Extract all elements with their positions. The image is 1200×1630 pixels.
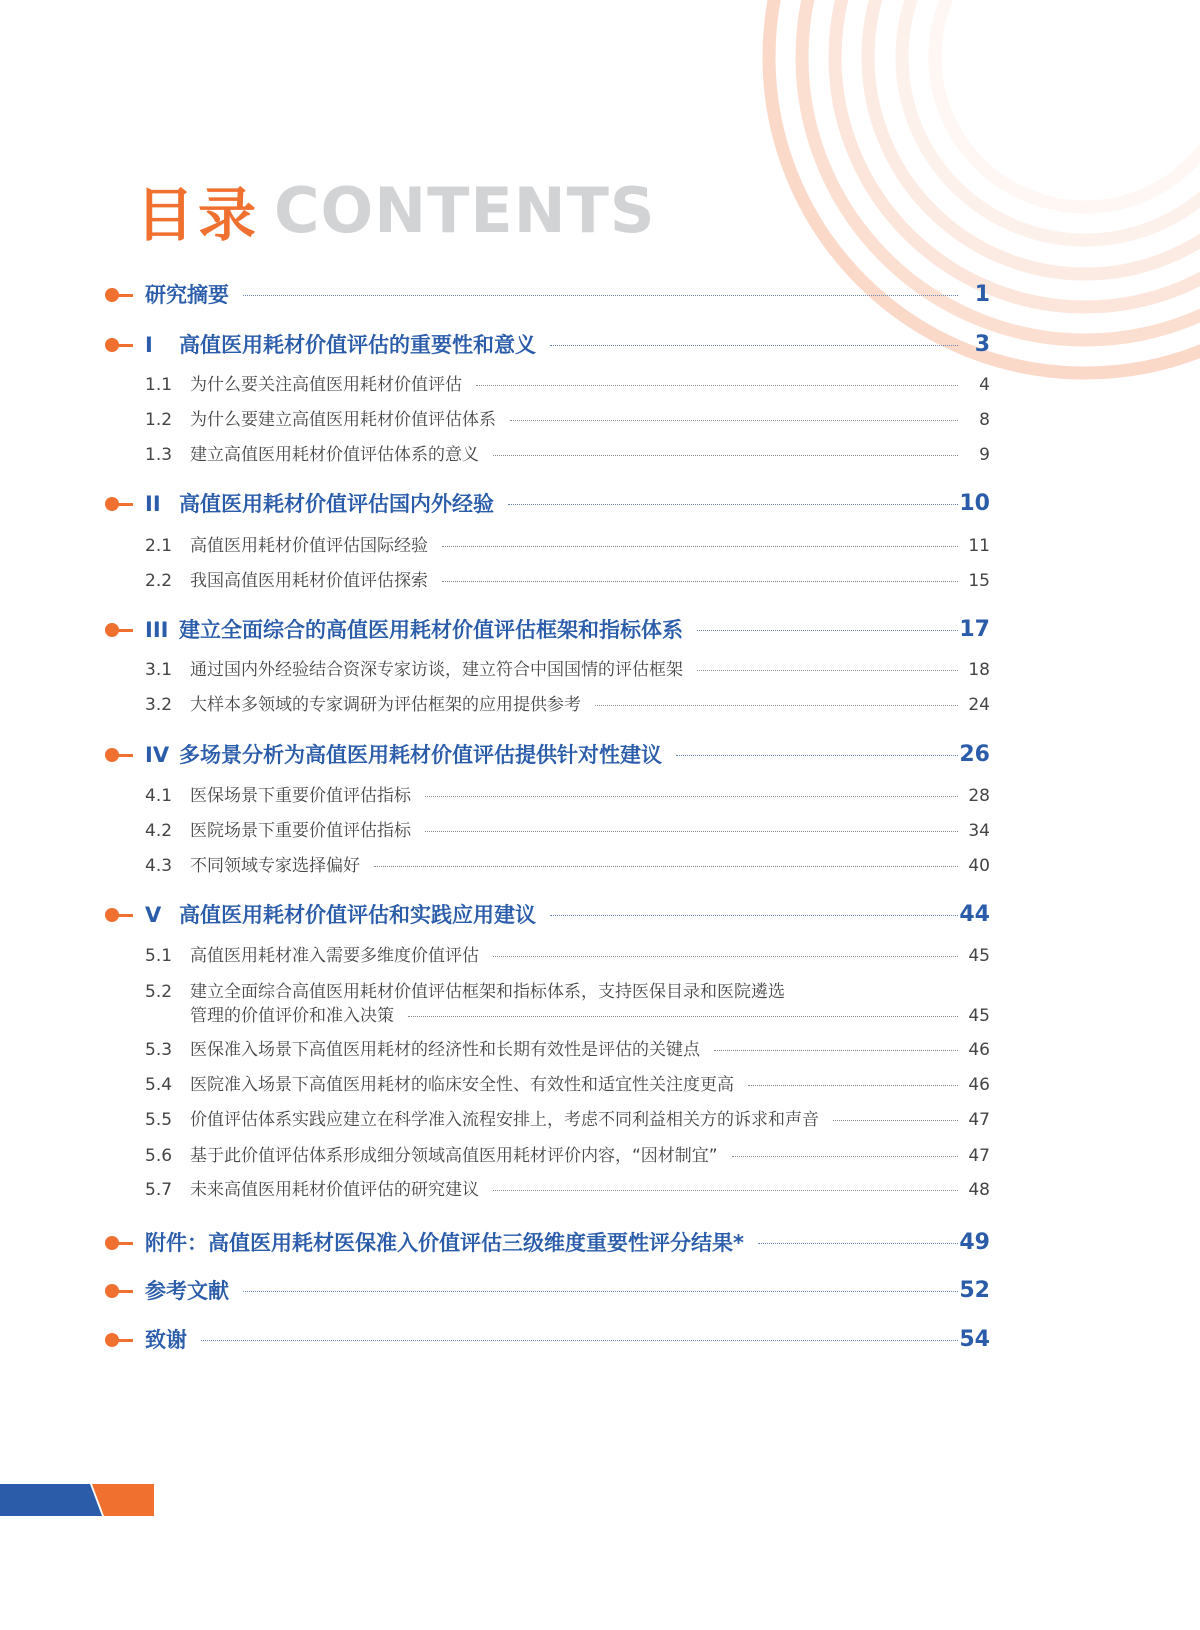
entry-number: 4.3 bbox=[145, 856, 173, 876]
entry-text: 多场景分析为高值医用耗材价值评估提供针对性建议 bbox=[179, 743, 662, 767]
entry-text: 医保场景下重要价值评估指标 bbox=[190, 786, 411, 806]
dot-leader bbox=[732, 1156, 958, 1157]
entry-title bbox=[145, 615, 683, 645]
entry-title bbox=[145, 566, 428, 596]
entry-text: 为什么要关注高值医用耗材价值评估 bbox=[190, 375, 462, 395]
entry-number: 5.6 bbox=[145, 1146, 173, 1166]
page-number: 44 bbox=[959, 902, 990, 927]
entry-title bbox=[145, 781, 411, 811]
page-number: 46 bbox=[968, 1040, 990, 1060]
dot-leader bbox=[493, 956, 958, 957]
entry-title bbox=[145, 330, 536, 360]
entry-text: 参考文献 bbox=[145, 1279, 229, 1303]
entry-title bbox=[145, 1141, 718, 1171]
dot-leader bbox=[425, 831, 958, 832]
dot-leader bbox=[493, 1190, 958, 1191]
entry-text: 致谢 bbox=[145, 1328, 187, 1352]
entry-number: 1.3 bbox=[145, 445, 173, 465]
page-number: 1 bbox=[974, 282, 990, 307]
toc-chapter-entry[interactable] bbox=[0, 1325, 1200, 1355]
dot-leader bbox=[748, 1085, 958, 1086]
entry-number: 2.1 bbox=[145, 536, 173, 556]
toc-section-entry[interactable] bbox=[0, 440, 1200, 470]
entry-number: 1.1 bbox=[145, 375, 173, 395]
dot-leader bbox=[676, 755, 958, 756]
toc-chapter-entry[interactable] bbox=[0, 330, 1200, 360]
toc-section-entry[interactable] bbox=[0, 816, 1200, 846]
toc-section-entry[interactable] bbox=[0, 655, 1200, 685]
entry-text: 建立高值医用耗材价值评估体系的意义 bbox=[190, 445, 479, 465]
entry-text: 建立全面综合的高值医用耗材价值评估框架和指标体系 bbox=[179, 618, 683, 642]
title-chinese: 目录 bbox=[136, 181, 261, 249]
toc-section-entry[interactable] bbox=[0, 851, 1200, 881]
bullet-icon bbox=[105, 497, 133, 511]
entry-text: 不同领域专家选择偏好 bbox=[190, 856, 360, 876]
entry-number: 2.2 bbox=[145, 571, 173, 591]
entry-title bbox=[145, 1228, 744, 1258]
page-number: 8 bbox=[979, 410, 990, 430]
footer-blue-bar bbox=[0, 1484, 102, 1516]
page-number: 26 bbox=[959, 742, 990, 767]
entry-number: 4.1 bbox=[145, 786, 173, 806]
toc-section-entry[interactable] bbox=[0, 1105, 1200, 1135]
entry-title bbox=[145, 816, 411, 846]
entry-text: 高值医用耗材价值评估和实践应用建议 bbox=[179, 903, 536, 927]
page-number: 34 bbox=[968, 821, 990, 841]
entry-number: 3.2 bbox=[145, 695, 173, 715]
dot-leader bbox=[595, 705, 958, 706]
entry-number: 5.2 bbox=[145, 982, 173, 1002]
dot-leader bbox=[425, 796, 958, 797]
page-title bbox=[136, 168, 656, 252]
toc-chapter-entry[interactable] bbox=[0, 1228, 1200, 1258]
bullet-icon bbox=[105, 288, 133, 302]
toc-section-entry[interactable] bbox=[0, 1070, 1200, 1100]
page-number: 9 bbox=[979, 445, 990, 465]
entry-title bbox=[145, 489, 494, 519]
entry-text: 我国高值医用耗材价值评估探索 bbox=[190, 571, 428, 591]
entry-text-continued: 管理的价值评价和准入决策 bbox=[190, 1006, 394, 1026]
dot-leader bbox=[408, 1016, 958, 1017]
entry-title bbox=[145, 1325, 187, 1355]
dot-leader bbox=[442, 581, 958, 582]
toc-section-entry[interactable] bbox=[0, 690, 1200, 720]
page-number: 40 bbox=[968, 856, 990, 876]
entry-number: 5.7 bbox=[145, 1180, 173, 1200]
bullet-icon bbox=[105, 908, 133, 922]
entry-text: 未来高值医用耗材价值评估的研究建议 bbox=[190, 1180, 479, 1200]
entry-text: 医院场景下重要价值评估指标 bbox=[190, 821, 411, 841]
bullet-icon bbox=[105, 338, 133, 352]
toc-section-entry[interactable] bbox=[0, 977, 1200, 1026]
entry-number: 4.2 bbox=[145, 821, 173, 841]
toc-section-entry[interactable] bbox=[0, 781, 1200, 811]
entry-text: 通过国内外经验结合资深专家访谈，建立符合中国国情的评估框架 bbox=[190, 660, 683, 680]
entry-number: I bbox=[145, 333, 153, 357]
entry-title bbox=[145, 1175, 479, 1205]
entry-title bbox=[145, 1035, 700, 1065]
dot-leader bbox=[442, 546, 958, 547]
toc-section-entry[interactable] bbox=[0, 531, 1200, 561]
page-number: 45 bbox=[968, 1006, 990, 1026]
dot-leader bbox=[697, 670, 958, 671]
entry-number: III bbox=[145, 618, 169, 642]
page-number: 28 bbox=[968, 786, 990, 806]
page-number: 49 bbox=[959, 1230, 990, 1255]
toc-section-entry[interactable] bbox=[0, 405, 1200, 435]
entry-title bbox=[145, 655, 683, 685]
entry-text: 医院准入场景下高值医用耗材的临床安全性、有效性和适宜性关注度更高 bbox=[190, 1075, 734, 1095]
toc-section-entry[interactable] bbox=[0, 1035, 1200, 1065]
entry-number: 1.2 bbox=[145, 410, 173, 430]
dot-leader bbox=[508, 504, 958, 505]
page-number: 18 bbox=[968, 660, 990, 680]
entry-text: 建立全面综合高值医用耗材价值评估框架和指标体系，支持医保目录和医院遴选 bbox=[190, 982, 785, 1002]
entry-number: 5.3 bbox=[145, 1040, 173, 1060]
entry-title bbox=[145, 851, 360, 881]
entry-text: 高值医用耗材价值评估国际经验 bbox=[190, 536, 428, 556]
entry-title bbox=[145, 280, 229, 310]
entry-text: 为什么要建立高值医用耗材价值评估体系 bbox=[190, 410, 496, 430]
entry-text: 高值医用耗材价值评估的重要性和意义 bbox=[179, 333, 536, 357]
entry-number: II bbox=[145, 492, 161, 516]
page-number: 4 bbox=[979, 375, 990, 395]
bullet-icon bbox=[105, 1284, 133, 1298]
toc-chapter-entry[interactable] bbox=[0, 740, 1200, 770]
entry-title bbox=[145, 370, 462, 400]
dot-leader bbox=[758, 1243, 958, 1244]
entry-title bbox=[145, 1276, 229, 1306]
page-number: 47 bbox=[968, 1110, 990, 1130]
toc-chapter-entry[interactable] bbox=[0, 900, 1200, 930]
entry-title bbox=[145, 941, 479, 971]
page-number: 54 bbox=[959, 1327, 990, 1352]
dot-leader bbox=[550, 345, 958, 346]
dot-leader bbox=[550, 915, 958, 916]
toc-section-entry[interactable] bbox=[0, 1175, 1200, 1205]
toc-chapter-entry[interactable] bbox=[0, 615, 1200, 645]
page-number: 11 bbox=[968, 536, 990, 556]
entry-number: 5.4 bbox=[145, 1075, 173, 1095]
bullet-icon bbox=[105, 748, 133, 762]
page-number: 15 bbox=[968, 571, 990, 591]
dot-leader bbox=[493, 455, 958, 456]
entry-title bbox=[145, 740, 662, 770]
bullet-icon bbox=[105, 1236, 133, 1250]
page-number: 45 bbox=[968, 946, 990, 966]
footer-orange-bar bbox=[92, 1484, 154, 1516]
page-number: 10 bbox=[959, 491, 990, 516]
dot-leader bbox=[476, 385, 958, 386]
dot-leader bbox=[510, 420, 958, 421]
dot-leader bbox=[201, 1340, 958, 1341]
entry-text: 高值医用耗材准入需要多维度价值评估 bbox=[190, 946, 479, 966]
dot-leader bbox=[714, 1050, 958, 1051]
entry-title bbox=[145, 1070, 734, 1100]
toc-section-entry[interactable] bbox=[0, 566, 1200, 596]
page-number: 46 bbox=[968, 1075, 990, 1095]
toc-section-entry[interactable] bbox=[0, 941, 1200, 971]
entry-number: 5.1 bbox=[145, 946, 173, 966]
entry-title bbox=[145, 690, 581, 720]
entry-title bbox=[145, 1105, 819, 1135]
toc-chapter-entry[interactable] bbox=[0, 1276, 1200, 1306]
page-number: 47 bbox=[968, 1146, 990, 1166]
entry-text: 医保准入场景下高值医用耗材的经济性和长期有效性是评估的关键点 bbox=[190, 1040, 700, 1060]
dot-leader bbox=[243, 1291, 958, 1292]
entry-number: 5.5 bbox=[145, 1110, 173, 1130]
dot-leader bbox=[833, 1120, 958, 1121]
dot-leader bbox=[243, 295, 958, 296]
entry-number: 3.1 bbox=[145, 660, 173, 680]
entry-text: 价值评估体系实践应建立在科学准入流程安排上，考虑不同利益相关方的诉求和声音 bbox=[190, 1110, 819, 1130]
entry-title bbox=[145, 440, 479, 470]
entry-number: V bbox=[145, 903, 162, 927]
toc-section-entry[interactable] bbox=[0, 1141, 1200, 1171]
entry-text: 基于此价值评估体系形成细分领域高值医用耗材评价内容，“因材制宜” bbox=[190, 1146, 718, 1166]
entry-title bbox=[145, 531, 428, 561]
page-number: 17 bbox=[959, 617, 990, 642]
dot-leader bbox=[697, 630, 958, 631]
entry-text: 附件：高值医用耗材医保准入价值评估三级维度重要性评分结果* bbox=[145, 1231, 744, 1255]
dot-leader bbox=[374, 866, 958, 867]
toc-section-entry[interactable] bbox=[0, 370, 1200, 400]
entry-number: IV bbox=[145, 743, 170, 767]
bullet-icon bbox=[105, 1333, 133, 1347]
page-number: 3 bbox=[974, 332, 990, 357]
entry-text: 大样本多领域的专家调研为评估框架的应用提供参考 bbox=[190, 695, 581, 715]
title-english: CONTENTS bbox=[274, 173, 656, 247]
entry-title bbox=[145, 900, 536, 930]
toc-chapter-entry[interactable] bbox=[0, 489, 1200, 519]
entry-text: 研究摘要 bbox=[145, 283, 229, 307]
page-number: 48 bbox=[968, 1180, 990, 1200]
entry-text: 高值医用耗材价值评估国内外经验 bbox=[179, 492, 494, 516]
page-number: 24 bbox=[968, 695, 990, 715]
bullet-icon bbox=[105, 623, 133, 637]
page-number: 52 bbox=[959, 1278, 990, 1303]
entry-title bbox=[145, 405, 496, 435]
toc-chapter-entry[interactable] bbox=[0, 280, 1200, 310]
